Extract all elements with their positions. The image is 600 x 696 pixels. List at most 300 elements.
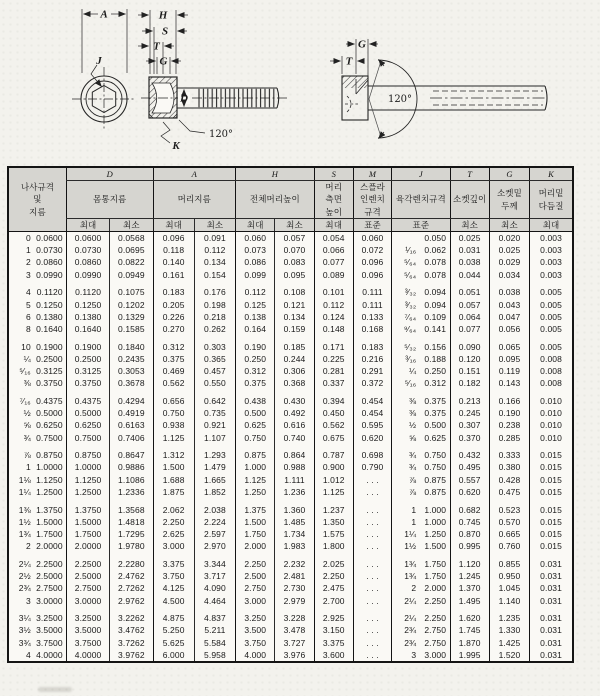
hex-wrench-cell-decimal: 2.250 (424, 595, 447, 606)
dim-label-t: T (153, 40, 160, 53)
value-cell: 0.250 (236, 353, 275, 365)
value-cell: 1.734 (275, 528, 314, 540)
value-cell: 0.2500 (66, 353, 109, 365)
size-cell (8, 516, 66, 528)
sub-header-d-max: 최대 (66, 218, 109, 231)
table-row (8, 624, 573, 636)
value-cell: 0.086 (236, 256, 275, 268)
value-cell: 0.492 (275, 407, 314, 419)
table-row (8, 395, 573, 407)
value-cell: 1.485 (275, 516, 314, 528)
value-cell: 0.3053 (110, 365, 153, 377)
value-cell: 0.134 (275, 311, 314, 323)
value-cell: 0.083 (275, 256, 314, 268)
size-cell-decimal: 0.1250 (36, 299, 63, 310)
size-cell (8, 365, 66, 377)
column-name-h: 전체머리높이 (236, 181, 315, 219)
value-cell: 5.958 (194, 649, 235, 662)
hex-wrench-cell (392, 516, 450, 528)
value-cell: . . . (353, 570, 391, 582)
hex-wrench-cell (392, 232, 450, 245)
table-row (8, 637, 573, 649)
section-view-drawing (138, 10, 288, 143)
hex-wrench-cell (392, 377, 450, 389)
size-cell (8, 486, 66, 498)
value-cell: 4.464 (194, 595, 235, 607)
value-cell: 0.698 (353, 449, 391, 461)
name-line: 머리 (325, 182, 343, 193)
shank-end (545, 86, 547, 110)
value-cell: 0.4375 (66, 395, 109, 407)
hex-wrench-cell-fraction: 2¼ (404, 595, 417, 606)
hex-wrench-cell-decimal: 1.000 (424, 516, 447, 527)
name-line: 스플라 (360, 182, 385, 193)
value-cell: 1.9780 (110, 540, 153, 552)
table-row (8, 540, 573, 552)
value-cell: 1.520 (489, 649, 529, 662)
value-cell: 1.870 (450, 637, 489, 649)
hex-wrench-cell-decimal: 0.078 (424, 269, 447, 280)
value-cell: 0.020 (489, 232, 529, 245)
value-cell: 0.1202 (110, 299, 153, 311)
hex-wrench-cell-fraction: ⅜ (409, 395, 417, 406)
value-cell: 0.2435 (110, 353, 153, 365)
value-cell: 0.119 (489, 365, 529, 377)
size-cell-fraction: ⅝ (23, 420, 31, 431)
size-cell-decimal: 0.1380 (36, 311, 63, 322)
value-cell: 1.293 (194, 449, 235, 461)
hex-wrench-cell (392, 486, 450, 498)
hex-wrench-cell (392, 365, 450, 377)
value-cell: 0.665 (489, 528, 529, 540)
value-cell: 0.9886 (110, 461, 153, 473)
size-cell-fraction: 10 (21, 341, 31, 352)
value-cell: 0.044 (450, 269, 489, 281)
value-cell: 0.312 (236, 365, 275, 377)
hex-wrench-cell-fraction: ⁵⁄₆₄ (404, 269, 417, 280)
value-cell: 0.056 (489, 323, 529, 335)
value-cell: 0.625 (236, 419, 275, 431)
hex-wrench-cell-fraction: 1¼ (404, 528, 417, 539)
value-cell: 0.281 (314, 365, 353, 377)
size-cell-decimal: 0.4375 (36, 395, 63, 406)
value-cell: 1.000 (236, 461, 275, 473)
value-cell: 0.154 (194, 269, 235, 281)
dimension-table-wrap (7, 166, 574, 663)
size-cell (8, 461, 66, 473)
sub-header-h-min: 최소 (275, 218, 314, 231)
size-cell-decimal: 0.7500 (36, 432, 63, 443)
value-cell: 1.995 (450, 649, 489, 662)
hex-wrench-cell (392, 449, 450, 461)
value-cell: 1.745 (450, 624, 489, 636)
value-cell: . . . (353, 558, 391, 570)
value-cell: 0.8750 (66, 449, 109, 461)
size-cell-fraction: 3¾ (18, 637, 31, 648)
size-cell-decimal: 3.0000 (36, 595, 63, 606)
name-line: 머리밑 (538, 188, 564, 199)
hex-wrench-cell-fraction: 2¾ (404, 625, 417, 636)
value-cell: 0.015 (530, 540, 573, 552)
value-cell: 6.000 (153, 649, 194, 662)
value-cell: 1.1086 (110, 474, 153, 486)
value-cell: 0.1380 (66, 311, 109, 323)
hex-wrench-cell (392, 432, 450, 444)
value-cell: 1.120 (450, 558, 489, 570)
hex-wrench-cell (392, 595, 450, 607)
value-cell: 0.005 (530, 299, 573, 311)
value-cell: 1.750 (236, 528, 275, 540)
value-cell: 0.620 (450, 486, 489, 498)
value-cell: 1.800 (314, 540, 353, 552)
value-cell: 0.010 (530, 419, 573, 431)
value-cell: 2.700 (314, 595, 353, 607)
hex-wrench-cell-fraction: ¾ (409, 450, 417, 461)
value-cell: 0.031 (530, 570, 573, 582)
size-cell-fraction: 2 (26, 541, 31, 552)
value-cell: 0.312 (153, 341, 194, 353)
column-name-g (489, 181, 529, 219)
value-cell: 3.375 (153, 558, 194, 570)
value-cell: 1.575 (314, 528, 353, 540)
value-cell: 0.073 (236, 244, 275, 256)
value-cell: 0.185 (275, 341, 314, 353)
size-cell-decimal: 0.0730 (36, 245, 63, 256)
value-cell: 3.228 (275, 612, 314, 624)
value-cell: 0.1585 (110, 323, 153, 335)
size-cell-decimal: 0.8750 (36, 450, 63, 461)
hex-wrench-cell-fraction: 3 (411, 649, 417, 660)
value-cell: 0.213 (450, 395, 489, 407)
value-cell: 0.010 (530, 395, 573, 407)
hex-wrench-cell-decimal: 0.094 (424, 287, 447, 298)
size-cell (8, 432, 66, 444)
value-cell: 0.6163 (110, 419, 153, 431)
value-cell: 2.597 (194, 528, 235, 540)
value-cell: 0.244 (275, 353, 314, 365)
value-cell: 0.6250 (66, 419, 109, 431)
value-cell: 1.875 (153, 486, 194, 498)
dim-label-g: G (159, 55, 168, 68)
hex-wrench-cell-decimal: 0.141 (424, 323, 447, 334)
value-cell: 2.250 (236, 558, 275, 570)
hex-wrench-cell-fraction: 2¾ (404, 637, 417, 648)
value-cell: 0.1329 (110, 311, 153, 323)
value-cell: 0.025 (489, 244, 529, 256)
value-cell: 2.7500 (66, 582, 109, 594)
table-row (8, 558, 573, 570)
value-cell: 2.625 (153, 528, 194, 540)
value-cell: 0.285 (489, 432, 529, 444)
size-cell (8, 649, 66, 662)
value-cell: 0.454 (353, 407, 391, 419)
hex-wrench-cell-decimal: 0.375 (424, 408, 447, 419)
value-cell: 1.140 (489, 595, 529, 607)
name-line: 두께 (501, 200, 518, 211)
value-cell: 2.000 (236, 540, 275, 552)
value-cell: 1.125 (236, 474, 275, 486)
hex-wrench-cell-fraction: ¹⁄₁₆ (405, 245, 417, 256)
table-row (8, 407, 573, 419)
size-cell-fraction: 1¼ (18, 486, 31, 497)
hex-wrench-cell-decimal: 0.062 (424, 245, 447, 256)
hex-wrench-cell-fraction: ³⁄₁₆ (405, 353, 417, 364)
value-cell: 0.099 (236, 269, 275, 281)
value-cell: 0.1120 (66, 286, 109, 298)
value-cell: 0.557 (450, 474, 489, 486)
value-cell: 0.089 (314, 269, 353, 281)
size-header-line: 및 (33, 194, 42, 205)
size-cell (8, 244, 66, 256)
table-row (8, 419, 573, 431)
header-sub-row (8, 218, 573, 231)
hex-wrench-cell-fraction: 2¼ (404, 613, 417, 624)
value-cell: 0.015 (530, 516, 573, 528)
value-cell: 0.870 (450, 528, 489, 540)
value-cell: 0.096 (353, 256, 391, 268)
value-cell: 0.143 (489, 377, 529, 389)
value-cell: 0.015 (530, 474, 573, 486)
size-cell (8, 395, 66, 407)
value-cell: 1.236 (275, 486, 314, 498)
column-name-m (353, 181, 391, 219)
value-cell: 0.0695 (110, 244, 153, 256)
value-cell: 0.015 (530, 504, 573, 516)
size-cell-decimal: 0.3750 (36, 378, 63, 389)
value-cell: 0.368 (275, 377, 314, 389)
value-cell: 0.148 (314, 323, 353, 335)
value-cell: 0.164 (236, 323, 275, 335)
value-cell: 0.031 (530, 595, 573, 607)
value-cell: 1.500 (153, 461, 194, 473)
hex-wrench-cell (392, 461, 450, 473)
value-cell: 0.270 (153, 323, 194, 335)
size-cell-decimal: 0.6250 (36, 420, 63, 431)
hex-wrench-cell (392, 528, 450, 540)
size-cell (8, 637, 66, 649)
value-cell: 0.108 (275, 286, 314, 298)
table-row (8, 353, 573, 365)
value-cell: 0.005 (530, 323, 573, 335)
value-cell: 0.675 (314, 432, 353, 444)
value-cell: 0.008 (530, 365, 573, 377)
value-cell: 0.005 (530, 341, 573, 353)
size-cell-fraction: 2¾ (18, 583, 31, 594)
size-cell-fraction: 2¼ (18, 558, 31, 569)
hex-wrench-cell (392, 407, 450, 419)
column-name-d: 몸통지름 (66, 181, 153, 219)
value-cell: 0.4294 (110, 395, 153, 407)
value-cell: 2.232 (275, 558, 314, 570)
name-line: 다듬질 (538, 200, 564, 211)
column-letter-g: G (489, 167, 529, 181)
column-letter-k: K (530, 167, 573, 181)
screw-dimension-table (7, 166, 574, 663)
value-cell: 0.337 (314, 377, 353, 389)
size-cell (8, 256, 66, 268)
value-cell: 1.665 (194, 474, 235, 486)
size-cell (8, 570, 66, 582)
value-cell: 0.008 (530, 353, 573, 365)
value-cell: 0.303 (194, 341, 235, 353)
dim-label-t-right: T (345, 55, 353, 68)
value-cell: 0.0730 (66, 244, 109, 256)
value-cell: 0.064 (450, 311, 489, 323)
dim-label-s: S (161, 25, 169, 38)
value-cell: 1.375 (236, 504, 275, 516)
hex-wrench-cell-decimal: 1.000 (424, 504, 447, 515)
technical-drawing-panel (0, 0, 600, 164)
value-cell: 0.218 (194, 311, 235, 323)
value-cell: 0.038 (489, 286, 529, 298)
value-cell: 0.031 (450, 244, 489, 256)
value-cell: 0.372 (353, 377, 391, 389)
size-cell (8, 528, 66, 540)
value-cell: . . . (353, 595, 391, 607)
value-cell: 0.205 (153, 299, 194, 311)
value-cell: 0.375 (236, 377, 275, 389)
hex-wrench-cell (392, 612, 450, 624)
hex-wrench-cell-fraction: ⁵⁄₆₄ (404, 257, 417, 268)
value-cell: 4.090 (194, 582, 235, 594)
value-cell: 2.750 (236, 582, 275, 594)
sub-header-s-max: 최대 (314, 218, 353, 231)
hex-wrench-cell (392, 269, 450, 281)
size-cell-fraction: 8 (26, 323, 31, 334)
value-cell: 0.950 (489, 570, 529, 582)
value-cell: 0.523 (489, 504, 529, 516)
value-cell: 0.495 (450, 461, 489, 473)
value-cell: 0.0600 (66, 232, 109, 245)
hex-wrench-cell-decimal: 2.750 (424, 637, 447, 648)
value-cell: 0.015 (530, 461, 573, 473)
value-cell: 1.045 (489, 582, 529, 594)
size-cell (8, 504, 66, 516)
value-cell: 0.682 (450, 504, 489, 516)
value-cell: 0.3125 (66, 365, 109, 377)
hex-wrench-cell-fraction: ¾ (409, 462, 417, 473)
table-row (8, 365, 573, 377)
table-row (8, 299, 573, 311)
value-cell: 0.380 (489, 461, 529, 473)
value-cell: 1.125 (153, 432, 194, 444)
table-row (8, 286, 573, 298)
table-row (8, 432, 573, 444)
size-cell-decimal: 0.2500 (36, 353, 63, 364)
value-cell: 3.0000 (66, 595, 109, 607)
value-cell: 0.176 (194, 286, 235, 298)
hex-wrench-cell (392, 341, 450, 353)
value-cell: 1.3568 (110, 504, 153, 516)
value-cell: 2.062 (153, 504, 194, 516)
value-cell: 1.620 (450, 612, 489, 624)
hex-wrench-cell-fraction: 1 (411, 516, 417, 527)
size-cell (8, 269, 66, 281)
value-cell: 3.000 (236, 595, 275, 607)
column-letter-t: T (450, 167, 489, 181)
value-cell: 0.003 (530, 269, 573, 281)
value-cell: 1.5000 (66, 516, 109, 528)
size-cell-decimal: 4.0000 (36, 649, 63, 660)
size-cell-fraction: 6 (26, 311, 31, 322)
table-row (8, 612, 573, 624)
value-cell: 0.183 (153, 286, 194, 298)
angle-label: 120° (208, 129, 234, 140)
value-cell: 0.134 (194, 256, 235, 268)
value-cell: 0.875 (236, 449, 275, 461)
column-letter-j: J (392, 167, 450, 181)
value-cell: 1.250 (236, 486, 275, 498)
value-cell: . . . (353, 649, 391, 662)
value-cell: . . . (353, 624, 391, 636)
value-cell: 0.140 (153, 256, 194, 268)
value-cell: 2.025 (314, 558, 353, 570)
hex-wrench-cell-fraction: ⁹⁄₆₄ (403, 323, 417, 334)
value-cell: 1.495 (450, 595, 489, 607)
value-cell: 0.864 (275, 449, 314, 461)
size-cell (8, 286, 66, 298)
hex-wrench-cell-decimal: 1.500 (424, 541, 447, 552)
size-cell-fraction: ¼ (23, 353, 31, 364)
value-cell: 1.237 (314, 504, 353, 516)
value-cell: 3.375 (314, 637, 353, 649)
value-cell: 3.500 (236, 624, 275, 636)
cone-angle-line (369, 99, 381, 137)
value-cell: 0.015 (530, 528, 573, 540)
hex-wrench-cell (392, 474, 450, 486)
value-cell: 0.198 (194, 299, 235, 311)
size-cell-fraction: 0 (26, 233, 31, 244)
header-name-row (8, 181, 573, 219)
hex-wrench-cell-fraction: 1½ (404, 541, 417, 552)
sub-header-h-max: 최대 (236, 218, 275, 231)
value-cell: 0.118 (153, 244, 194, 256)
value-cell: . . . (353, 582, 391, 594)
value-cell: 0.370 (450, 432, 489, 444)
value-cell: 3.7500 (66, 637, 109, 649)
value-cell: 0.375 (153, 353, 194, 365)
size-cell-decimal: 3.7500 (36, 637, 63, 648)
size-cell-fraction: ½ (23, 408, 31, 419)
value-cell: 0.1640 (66, 323, 109, 335)
value-cell: 1.312 (153, 449, 194, 461)
value-cell: . . . (353, 504, 391, 516)
hex-wrench-cell-decimal: 0.500 (424, 420, 447, 431)
name-line: 인렌치 (360, 194, 385, 205)
hex-wrench-cell-decimal: 0.875 (424, 486, 447, 497)
value-cell: 1.425 (489, 637, 529, 649)
value-cell: 1.360 (275, 504, 314, 516)
value-cell: 2.7262 (110, 582, 153, 594)
value-cell: 0.065 (489, 341, 529, 353)
hex-wrench-cell-decimal: 0.050 (424, 233, 447, 244)
column-letter-a: A (153, 167, 236, 181)
size-cell (8, 449, 66, 461)
size-cell-fraction: 3½ (18, 625, 31, 636)
value-cell: 0.616 (275, 419, 314, 431)
hex-wrench-cell-decimal: 2.250 (424, 613, 447, 624)
hex-wrench-cell-decimal: 2.750 (424, 625, 447, 636)
value-cell: 0.216 (353, 353, 391, 365)
value-cell: 0.095 (275, 269, 314, 281)
value-cell: 0.124 (314, 311, 353, 323)
value-cell: 0.7500 (66, 432, 109, 444)
value-cell: 1.245 (450, 570, 489, 582)
value-cell: 0.238 (489, 419, 529, 431)
hex-wrench-cell (392, 323, 450, 335)
hex-wrench-cell-fraction: ⁵⁄₃₂ (404, 341, 417, 352)
value-cell: 0.057 (450, 299, 489, 311)
